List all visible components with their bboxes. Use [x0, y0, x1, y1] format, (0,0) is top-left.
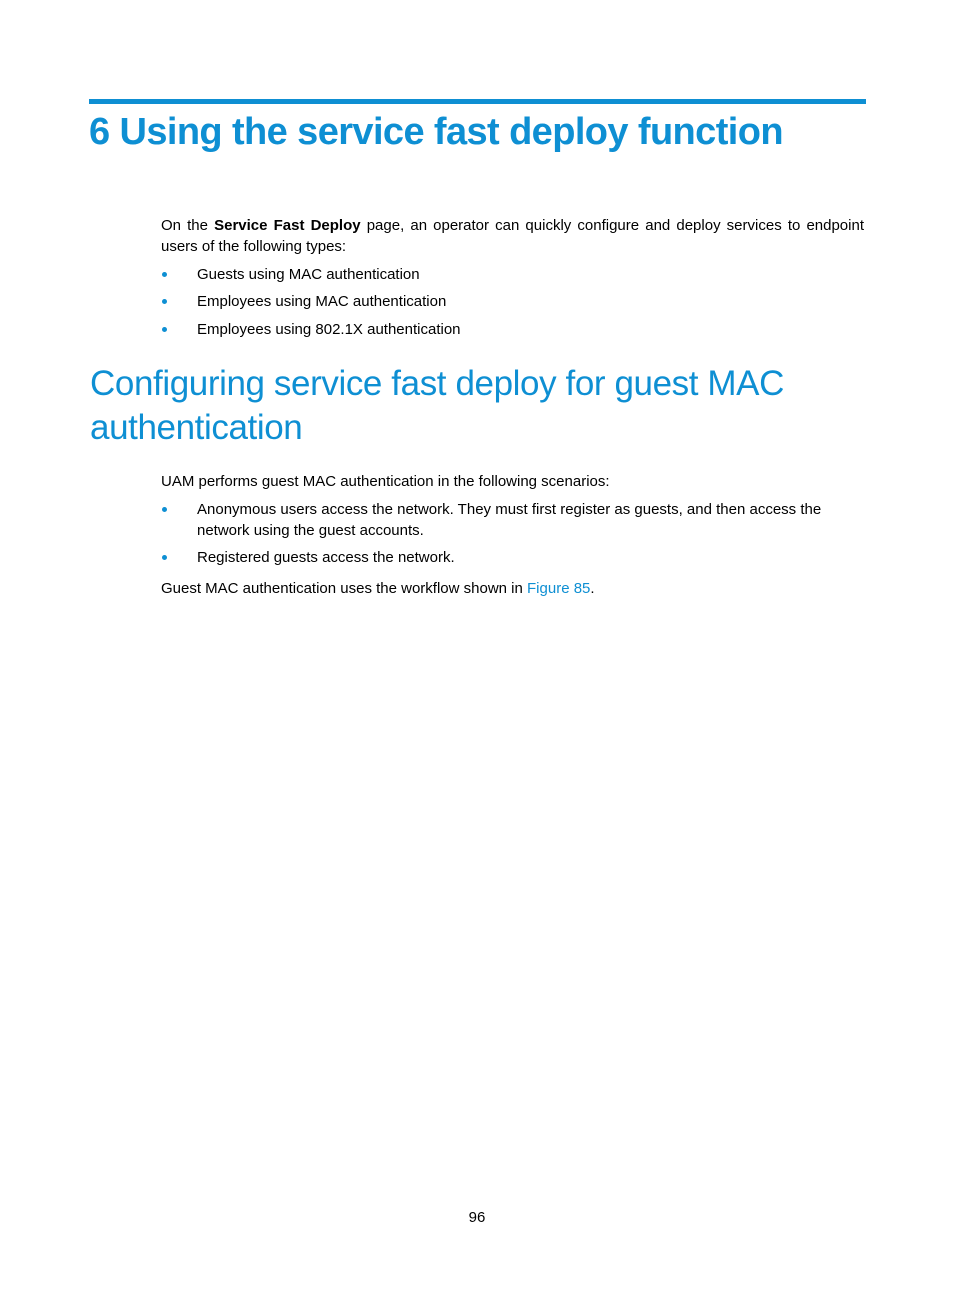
list-item-text: Employees using 802.1X authentication — [197, 321, 461, 338]
bullet-icon — [162, 555, 167, 560]
list-item — [161, 547, 864, 568]
list-item-text: Guests using MAC authentication — [197, 266, 420, 283]
intro-text-before: On the — [161, 217, 215, 234]
workflow-text-before: Guest MAC authentication uses the workflow shown in — [161, 580, 528, 597]
list-item — [161, 319, 864, 340]
list-item — [161, 264, 864, 285]
figure-85-link[interactable]: Figure 85 — [527, 580, 591, 597]
chapter-title: 6 Using the service fast deploy function — [89, 111, 783, 153]
list-item-text: Anonymous users access the network. They must first register as guests, and then access the network using the guest accounts. — [197, 501, 822, 539]
service-fast-deploy-term: Service Fast Deploy — [214, 217, 361, 234]
intro-text-after: page, an operator can quickly configure and deploy services to endpoint users of the following types: — [161, 217, 864, 255]
intro-paragraph — [161, 215, 864, 257]
bullet-icon — [162, 299, 167, 304]
list-item — [161, 291, 864, 312]
bullet-icon — [162, 507, 167, 512]
scenarios-intro: UAM performs guest MAC authentication in the following scenarios: — [161, 473, 610, 490]
bullet-icon — [162, 272, 167, 277]
list-item-text: Registered guests access the network. — [197, 549, 455, 566]
list-item — [161, 499, 864, 541]
workflow-paragraph — [161, 578, 864, 599]
section-title: Configuring service fast deploy for guest MAC authentication — [90, 364, 784, 447]
bullet-icon — [162, 327, 167, 332]
list-item-text: Employees using MAC authentication — [197, 293, 447, 310]
page-number: 96 — [468, 1209, 486, 1226]
chapter-rule — [89, 99, 866, 104]
workflow-text-after: . — [590, 580, 595, 597]
